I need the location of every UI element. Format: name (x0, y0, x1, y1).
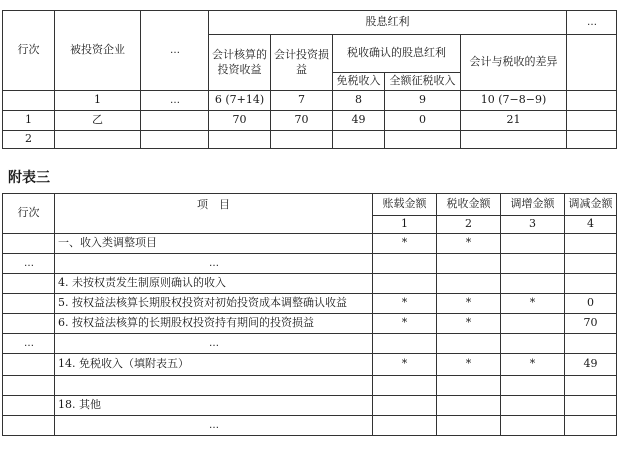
header-row-no: 行次 (3, 11, 55, 91)
decrease-amount-cell (565, 396, 617, 416)
cell: 70 (271, 111, 333, 131)
cell (209, 131, 271, 149)
cell: 乙 (55, 111, 141, 131)
header-row-no: 行次 (3, 194, 55, 234)
table-row (3, 416, 617, 436)
increase-amount-cell (501, 376, 565, 396)
cell: 8 (333, 91, 385, 111)
book-amount-cell: * (373, 314, 437, 334)
tax-amount-cell (437, 334, 501, 354)
item-cell: 18. 其他 (55, 396, 373, 416)
book-amount-cell: * (373, 234, 437, 254)
header-acct-income: 会计核算的投资收益 (209, 35, 271, 91)
cell: 6 (7+14) (209, 91, 271, 111)
cell: 0 (385, 111, 461, 131)
row-number-cell (3, 354, 55, 376)
cell: 7 (271, 91, 333, 111)
book-amount-cell: * (373, 294, 437, 314)
book-amount-cell (373, 376, 437, 396)
increase-amount-cell (501, 314, 565, 334)
book-amount-cell (373, 274, 437, 294)
header-decrease-amount: 调减金额 (565, 194, 617, 216)
header-tax-free: 免税收入 (333, 73, 385, 91)
row-number-cell (3, 234, 55, 254)
cell: 70 (209, 111, 271, 131)
cell: 1 (55, 91, 141, 111)
tax-amount-cell (437, 254, 501, 274)
cell (55, 131, 141, 149)
item-cell: 一、收入类调整项目 (55, 234, 373, 254)
header-tax-amount: 税收金额 (437, 194, 501, 216)
decrease-amount-cell (565, 376, 617, 396)
item-cell: 5. 按权益法核算长期股权投资对初始投资成本调整确认收益 (55, 294, 373, 314)
row-number-cell (3, 416, 55, 436)
row-number-cell (3, 376, 55, 396)
cell: 1 (3, 111, 55, 131)
cell (461, 131, 567, 149)
table-row (3, 254, 617, 274)
tax-amount-cell: * (437, 294, 501, 314)
row-number-cell (3, 314, 55, 334)
cell: 49 (333, 111, 385, 131)
header-tax-confirmed: 税收确认的股息红利 (333, 35, 461, 73)
col-number: 4 (565, 216, 617, 234)
tax-amount-cell (437, 396, 501, 416)
cell (567, 131, 617, 149)
table-row (3, 234, 617, 254)
book-amount-cell (373, 416, 437, 436)
increase-amount-cell (501, 334, 565, 354)
table-row (3, 131, 617, 149)
cell (567, 111, 617, 131)
table-row (3, 314, 617, 334)
decrease-amount-cell (565, 254, 617, 274)
cell (3, 91, 55, 111)
cell (567, 91, 617, 111)
decrease-amount-cell (565, 234, 617, 254)
header-book-amount: 账载金额 (373, 194, 437, 216)
tax-amount-cell: * (437, 354, 501, 376)
increase-amount-cell (501, 274, 565, 294)
decrease-amount-cell (565, 416, 617, 436)
table-row (3, 396, 617, 416)
table-row (3, 294, 617, 314)
cell (271, 131, 333, 149)
col-number: 2 (437, 216, 501, 234)
cell (141, 131, 209, 149)
header-item: 项 目 (55, 194, 373, 234)
row-number-cell (3, 274, 55, 294)
item-cell: … (55, 334, 373, 354)
cell: 10 (7−8−9) (461, 91, 567, 111)
row-number-cell (3, 396, 55, 416)
table-row (3, 354, 617, 376)
tax-amount-cell: * (437, 314, 501, 334)
table-row (3, 376, 617, 396)
col-number: 1 (373, 216, 437, 234)
cell: 2 (3, 131, 55, 149)
cell (385, 131, 461, 149)
increase-amount-cell (501, 396, 565, 416)
cell (333, 131, 385, 149)
increase-amount-cell (501, 254, 565, 274)
increase-amount-cell (501, 416, 565, 436)
decrease-amount-cell (565, 334, 617, 354)
tax-amount-cell (437, 376, 501, 396)
tax-amount-cell: * (437, 234, 501, 254)
cell: … (141, 91, 209, 111)
book-amount-cell (373, 334, 437, 354)
increase-amount-cell (501, 234, 565, 254)
header-dividend: 股息红利 (209, 11, 567, 35)
decrease-amount-cell (565, 274, 617, 294)
item-cell: 14. 免税收入（填附表五） (55, 354, 373, 376)
decrease-amount-cell: 49 (565, 354, 617, 376)
row-number-cell: … (3, 254, 55, 274)
dividend-table (2, 10, 617, 149)
column-number-row (3, 91, 617, 111)
item-cell: 4. 未按权责发生制原则确认的收入 (55, 274, 373, 294)
cell: 21 (461, 111, 567, 131)
appendix-caption: 附表三 (8, 170, 50, 186)
book-amount-cell (373, 396, 437, 416)
table-row (3, 111, 617, 131)
header-ellipsis-right: … (567, 11, 617, 35)
increase-amount-cell: * (501, 294, 565, 314)
tax-amount-cell (437, 416, 501, 436)
header-investee: 被投资企业 (55, 11, 141, 91)
header-ellipsis: … (141, 11, 209, 91)
row-number-cell: … (3, 334, 55, 354)
header-diff: 会计与税收的差异 (461, 35, 567, 91)
cell (141, 111, 209, 131)
book-amount-cell: * (373, 354, 437, 376)
header-acct-loss: 会计投资损益 (271, 35, 333, 91)
item-cell (55, 376, 373, 396)
item-cell: … (55, 254, 373, 274)
item-cell: … (55, 416, 373, 436)
header-full-tax: 全额征税收入 (385, 73, 461, 91)
col-number: 3 (501, 216, 565, 234)
increase-amount-cell: * (501, 354, 565, 376)
header-increase-amount: 调增金额 (501, 194, 565, 216)
row-number-cell (3, 294, 55, 314)
adjustment-table (2, 193, 617, 436)
decrease-amount-cell: 0 (565, 294, 617, 314)
item-cell: 6. 按权益法核算的长期股权投资持有期间的投资损益 (55, 314, 373, 334)
book-amount-cell (373, 254, 437, 274)
table-row (3, 274, 617, 294)
header-blank (567, 35, 617, 91)
cell: 9 (385, 91, 461, 111)
table-row (3, 334, 617, 354)
tax-amount-cell (437, 274, 501, 294)
decrease-amount-cell: 70 (565, 314, 617, 334)
